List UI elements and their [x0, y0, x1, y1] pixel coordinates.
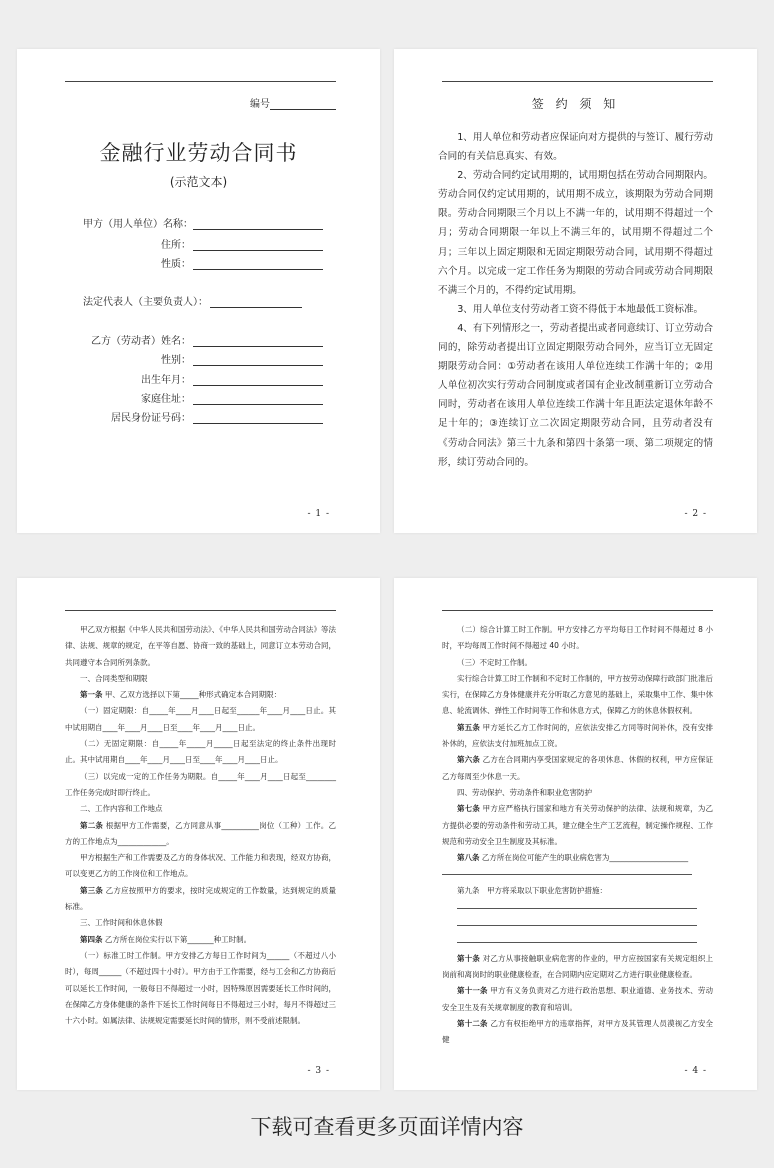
clause-paragraph: 第十条 对乙方从事接触职业病危害的作业的，甲方应按国家有关规定组织上岗前和离岗时的职业健康检查，在合同期内应定期对乙方进行职业健康检查。 [442, 953, 713, 980]
serial-blank [270, 100, 336, 110]
clause-paragraph: 第四条 乙方所在岗位实行以下第_______种工时制。 [80, 934, 252, 944]
field-line [193, 413, 323, 424]
contract-clauses-page-3 [17, 578, 380, 1090]
field-label: 性质： [161, 259, 191, 270]
page-number: - 2 - [684, 509, 707, 519]
clause-paragraph: 四、劳动保护、劳动条件和职业危害防护 [457, 787, 592, 797]
header-rule [65, 610, 336, 611]
field-line [193, 259, 323, 270]
clause-paragraph: 实行综合计算工时工作制和不定时工作制的，甲方按劳动保障行政部门批准后实行，在保障乙方身体健康并充分听取乙方意见的基础上，采取集中工作、集中休息、轮流调休、弹性工作时间等工作和休息方式，保障乙方的休息休假权利。 [442, 673, 713, 716]
field-label: 居民身份证号码： [111, 413, 191, 424]
party-a-name-field [83, 215, 323, 230]
field-line [193, 219, 323, 230]
blank-line [442, 866, 692, 875]
clause-paragraph: （二）综合计算工时工作制。甲方安排乙方平均每日工作时间不得超过 8 小时，平均每周工作时间不得超过 40 小时。 [442, 625, 713, 651]
field-label: 出生年月： [141, 375, 191, 386]
legal-representative-field [83, 293, 302, 308]
clause-paragraph: 第一条 甲、乙双方选择以下第_____种形式确定本合同期限： [80, 690, 282, 700]
party-b-birth-field [83, 371, 323, 386]
clause-paragraph: （一）固定期限：自_____年____月____日起至______年____月____日止。其中试用期自____年____月____日至____年____月____日止。 [65, 706, 336, 732]
header-rule [442, 610, 713, 611]
clause-paragraph: （二）无固定期限：自_____年_____月_____日起至法定的终止条件出现时止。其中试用期自____年____月____日至____年____月____日止。 [65, 739, 336, 765]
page-number: - 3 - [307, 1066, 330, 1076]
field-line [193, 375, 323, 386]
clause-paragraph: （三）以完成一定的工作任务为期限。自_____年____月____日起至________工作任务完成时即行终止。 [65, 771, 336, 797]
blank-line [457, 917, 697, 926]
clause-paragraph: 第三条 乙方应按照甲方的要求，按时完成规定的工作数量，达到规定的质量标准。 [65, 885, 336, 912]
notice-paragraph: 1、用人单位和劳动者应保证向对方提供的与签订、履行劳动合同的有关信息真实、有效。 [438, 132, 713, 163]
field-label: 乙方（劳动者）姓名： [91, 336, 191, 347]
contract-subtitle: (示范文本) [169, 175, 228, 189]
field-line [210, 297, 302, 308]
clause-paragraph: 二、工作内容和工作地点 [80, 804, 163, 814]
download-more-caption: 下载可查看更多页面详情内容 [250, 1115, 524, 1139]
clause-paragraph: 三、工作时间和休息休假 [80, 918, 163, 928]
clause-paragraph: 甲方根据生产和工作需要及乙方的身体状况、工作能力和表现，经双方协商，可以变更乙方的工作岗位和工作地点。 [65, 853, 336, 879]
blank-line [457, 900, 697, 909]
field-label: 法定代表人（主要负责人）： [83, 297, 208, 308]
notice-body [438, 128, 713, 472]
clause-paragraph: 第二条 根据甲方工作需要，乙方同意从事__________岗位（工种）工作。乙方的工作地点为_____________。 [65, 820, 337, 846]
header-rule [442, 81, 713, 82]
clause-paragraph: 第五条 甲方延长乙方工作时间的，应依法安排乙方同等时间补休，没有安排补休的，应依法支付加班加点工资。 [442, 722, 713, 749]
page-number: - 1 - [307, 509, 330, 519]
serial-number-field [250, 95, 336, 110]
header-rule [65, 81, 336, 82]
party-b-id-number-field [83, 409, 323, 424]
clause-paragraph: 第六条 乙方在合同期内享受国家规定的各项休息、休假的权利，甲方应保证乙方每周至少休息一天。 [442, 755, 713, 781]
party-b-home-address-field [83, 390, 323, 405]
field-label: 性别： [161, 355, 191, 366]
clause-body [65, 622, 336, 1029]
clause-paragraph: （一）标准工时工作制。甲方安排乙方每日工作时间为______（不超过八小时），每周______（不超过四十小时）。甲方由于工作需要，经与工会和乙方协商后可以延长工作时间，一般每日不得超过一小时，因特殊原因需要延长工作时间的，在保障乙方身体健康的条件下延长工作时间每日不得超过三小时，每月不得超过三十六小时。如属法律、法规规定需要延长时间的情形，则不受前述限制。 [65, 950, 336, 1026]
party-a-address-field [83, 236, 323, 251]
notice-title: 签 约 须 知 [531, 97, 620, 111]
signing-notice-page [394, 49, 757, 533]
serial-label: 编号 [250, 99, 270, 110]
field-label: 住所： [161, 240, 191, 251]
contract-cover-page [17, 49, 380, 533]
blank-line [457, 934, 697, 943]
clause-body [442, 622, 713, 1049]
clause-paragraph: 第九条 甲方将采取以下职业危害防护措施： [457, 886, 607, 896]
clause-paragraph: 第十二条 乙方有权拒绝甲方的违章指挥，对甲方及其管理人员漠视乙方安全健 [442, 1018, 714, 1045]
field-label: 家庭住址： [141, 394, 191, 405]
page-number: - 4 - [684, 1066, 707, 1076]
party-a-nature-field [83, 255, 323, 270]
clause-paragraph: （三）不定时工作制。 [457, 657, 532, 667]
clause-paragraph: 第七条 甲方应严格执行国家和地方有关劳动保护的法律、法规和规章，为乙方提供必要的劳动条件和劳动工具，建立健全生产工艺流程，制定操作规程、工作规范和劳动安全卫生制度及其标准。 [442, 804, 713, 846]
clause-paragraph: 第八条 乙方所在岗位可能产生的职业病危害为_____________________ [457, 853, 689, 863]
field-line [193, 336, 323, 347]
notice-paragraph: 3、用人单位支付劳动者工资不得低于本地最低工资标准。 [457, 303, 704, 315]
field-label: 甲方（用人单位）名称： [83, 219, 193, 230]
clause-paragraph: 甲乙双方根据《中华人民共和国劳动法》、《中华人民共和国劳动合同法》等法律、法规、规章的规定，在平等自愿、协商一致的基础上，同意订立本劳动合同，共同遵守本合同所列条款。 [65, 625, 336, 667]
field-line [193, 240, 323, 251]
party-b-gender-field [83, 351, 323, 366]
notice-paragraph: 2、劳动合同约定试用期的，试用期包括在劳动合同期限内。劳动合同仅约定试用期的，试用期不成立，该期限为劳动合同期限。劳动合同期限三个月以上不满一年的，试用期不得超过一个月；劳动合同期限一年以上不满三年的，试用期不得超过二个月；三年以上固定期限和无固定期限劳动合同，试用期不得超过六个月。以完成一定工作任务为期限的劳动合同或劳动合同期限不满三个月的，不得约定试用期。 [438, 170, 713, 296]
clause-paragraph: 第十一条 甲方有义务负责对乙方进行政治思想、职业道德、业务技术、劳动安全卫生及有关规章制度的教育和培训。 [442, 986, 714, 1012]
party-b-name-field [83, 332, 323, 347]
notice-paragraph: 4、有下列情形之一，劳动者提出或者同意续订、订立劳动合同的，除劳动者提出订立固定期限劳动合同外，应当订立无固定期限劳动合同：①劳动者在该用人单位连续工作满十年的；②用人单位初次实行劳动合同制度或者国有企业改制重新订立劳动合同时，劳动者在该用人单位连续工作满十年且距法定退休年龄不足十年的；③连续订立二次固定期限劳动合同，且劳动者没有《劳动合同法》第三十九条和第四十条第一项、第二项规定的情形，续订劳动合同的。 [438, 322, 713, 468]
field-line [193, 394, 323, 405]
field-line [193, 355, 323, 366]
contract-clauses-page-4 [394, 578, 757, 1090]
contract-title: 金融行业劳动合同书 [99, 141, 298, 165]
clause-paragraph: 一、合同类型和期限 [80, 673, 148, 683]
